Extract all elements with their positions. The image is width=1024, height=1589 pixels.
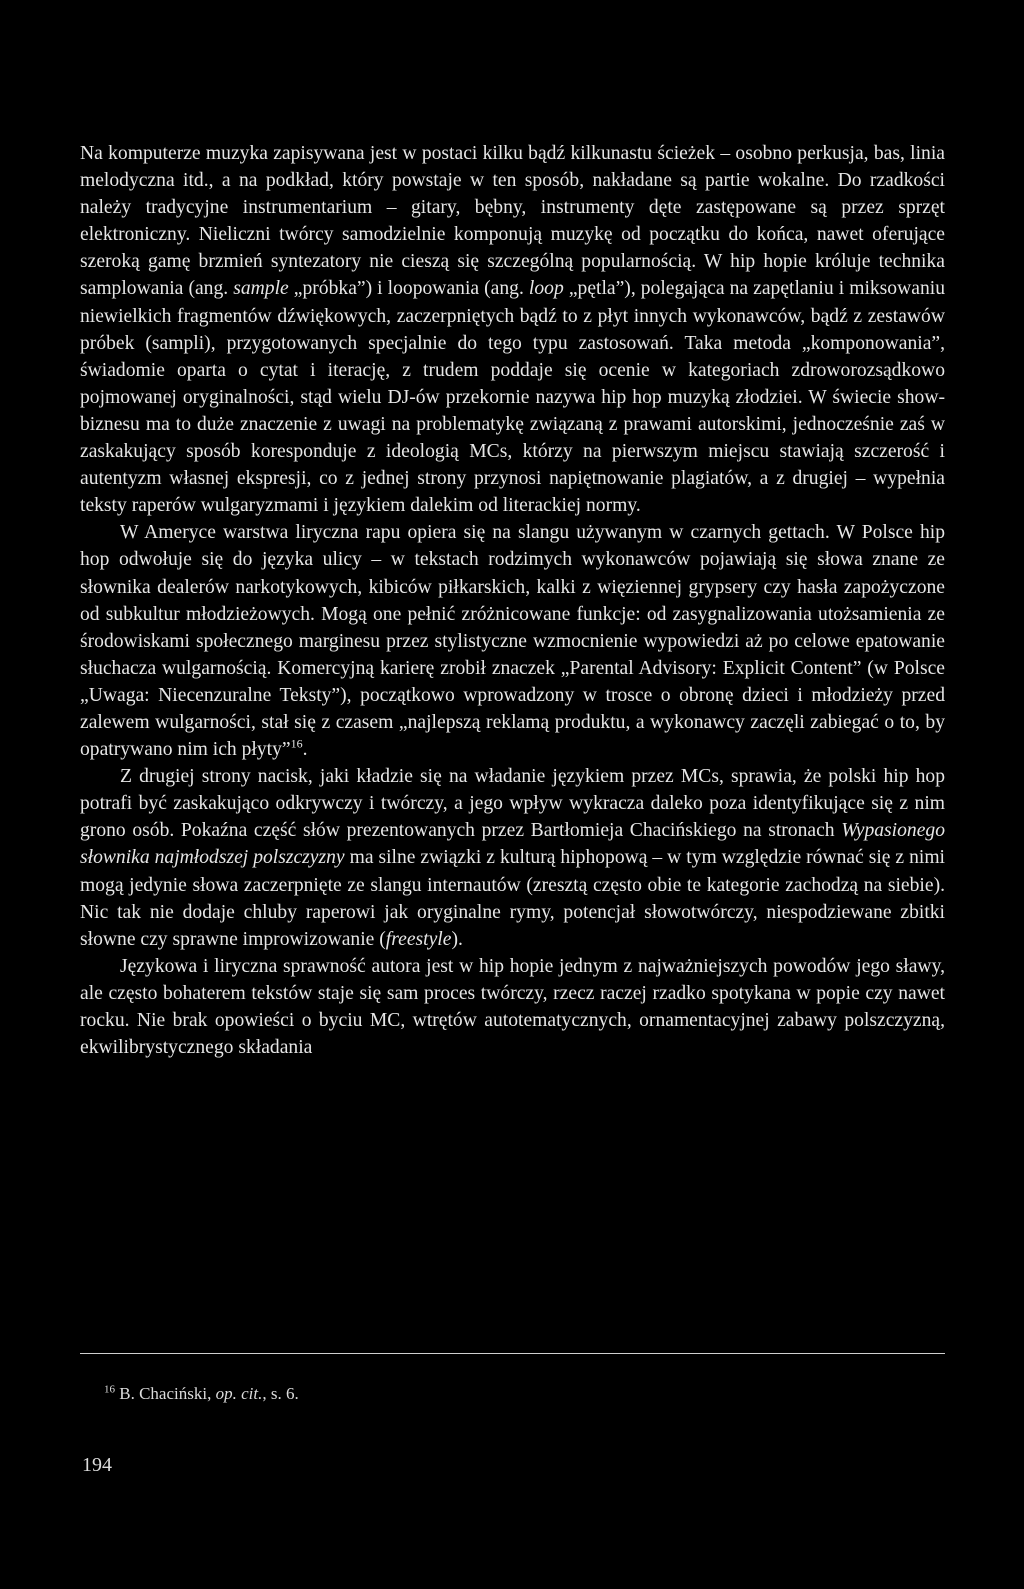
page-body bbox=[80, 140, 945, 1061]
footnote bbox=[104, 1383, 299, 1405]
paragraph-1-text: „pętla”), polegająca na zapętlaniu i miksowaniu niewielkich fragmentów dźwiękowych, zaczerpniętych bądź to z płyt innych wykonawców, bądź z zestawów próbek (sampli), przygotowanych specjalnie do tego typu zastosowań. Taka metoda „komponowania”, świadomie oparta o cytat i iterację, z trudem poddaje się ocenie w kategoriach zdroworozsądkowo pojmowanej oryginalności, stąd wielu DJ-ów przekornie nazywa hip hop muzyką złodziei. W świecie show-biznesu ma to duże znaczenie z uwagi na problematykę związaną z prawami autorskimi, jednocześnie zaś w zaskakujący sposób koresponduje z ideologią MCs, którzy na pierwszym miejscu stawiają szczerość i autentyzm własnej ekspresji, co z jednej strony przynosi napiętnowanie plagiatów, a z drugiej – wypełnia teksty raperów wulgaryzmami i językiem dalekim od literackiej normy. bbox=[80, 278, 945, 517]
paragraph-1 bbox=[80, 140, 945, 519]
paragraph-2 bbox=[80, 519, 945, 763]
paragraph-2-text: . bbox=[302, 739, 308, 761]
paragraph-3-text: ma silne związki z kulturą hiphopową – w tym względzie równać się z nimi mogą jedynie słowa zaczerpnięte ze slangu internautów (zresztą często obie te kategorie zachodzą na siebie). Nic tak nie dodaje chluby raperowi jak oryginalne rymy, potencjał słowotwórczy, niespodziewane zbitki słowne czy sprawne improwizowanie ( bbox=[80, 847, 945, 950]
paragraph-4-text: Językowa i liryczna sprawność autora jest w hip hopie jednym z najważniejszych powodów jego sławy, ale często bohaterem tekstów staje się sam proces twórczy, rzecz raczej rzadko spotykana w popie czy nawet rocku. Nie brak opowieści o byciu MC, wtrętów autotematycznych, ornamentacyjnej zabawy polszczyzną, ekwilibrystycznego składania bbox=[80, 955, 945, 1059]
page-number: 194 bbox=[82, 1454, 112, 1476]
paragraph-1-text: „próbka”) i loopowania (ang. bbox=[288, 278, 529, 300]
paragraph-3-text: Z drugiej strony nacisk, jaki kładzie się na władanie językiem przez MCs, sprawia, że polski hip hop potrafi być zaskakująco odkrywczy i twórczy, a jego wpływ wykracza daleko poza identyfikujące się z nim grono osób. Pokaźna część słów prezentowanych przez Bartłomieja Chacińskiego na stronach bbox=[80, 766, 945, 842]
paragraph-2-text: W Ameryce warstwa liryczna rapu opiera się na slangu używanym w czarnych gettach. W Polsce hip hop odwołuje się do języka ulicy – w tekstach rodzimych wykonawców pojawiają się słowa znane ze słownika dealerów narkotykowych, kibiców piłkarskich, kalki z więziennej grypsery czy hasła zapożyczone od subkultur młodzieżowych. Mogą one pełnić zróżnicowane funkcje: od zasygnalizowania utożsamienia ze środowiskami społecznego marginesu przez stylistyczne wzmocnienie wypowiedzi aż po celowe epatowanie słuchacza wulgarnością. Komercyjną karierę zrobił znaczek „Parental Advisory: Explicit Content” (w Polsce „Uwaga: Niecenzuralne Teksty”), początkowo wprowadzony w trosce o obronę dzieci i młodzieży przed zalewem wulgarności, stał się z czasem „najlepszą reklamą produktu, a wykonawcy zaczęli zabiegać o to, by opatrywano nim ich płyty” bbox=[80, 522, 945, 761]
footnote-abbreviation: op. cit. bbox=[215, 1384, 263, 1403]
footnote-reference[interactable]: 16 bbox=[290, 736, 303, 751]
paragraph-3 bbox=[80, 763, 945, 953]
paragraph-3-text: ). bbox=[451, 928, 463, 950]
footnote-page: , s. 6. bbox=[262, 1384, 299, 1403]
footnote-author: B. Chaciński, bbox=[119, 1384, 216, 1403]
paragraph-4 bbox=[80, 953, 945, 1061]
footnote-number: 16 bbox=[104, 1383, 115, 1396]
term-loop: loop bbox=[528, 278, 564, 300]
footnote-divider bbox=[80, 1353, 945, 1354]
paragraph-1-text: Na komputerze muzyka zapisywana jest w postaci kilku bądź kilkunastu ścieżek – osobno perkusja, bas, linia melodyczna itd., a na podkład, który powstaje w ten sposób, nakładane są partie wokalne. Do rzadkości należy tradycyjne instrumentarium – gitary, bębny, instrumenty dęte zastępowane są przez sprzęt elektroniczny. Nieliczni twórcy samodzielnie komponują muzykę od początku do końca, nawet oferujące szeroką gamę brzmień syntezatory nie cieszą się szczególną popularnością. W hip hopie króluje technika samplowania (ang. bbox=[80, 143, 945, 300]
book-title: Wypasionego słownika najmłodszej polszczyzny bbox=[80, 820, 945, 869]
term-sample: sample bbox=[233, 278, 289, 300]
term-freestyle: freestyle bbox=[385, 928, 452, 950]
